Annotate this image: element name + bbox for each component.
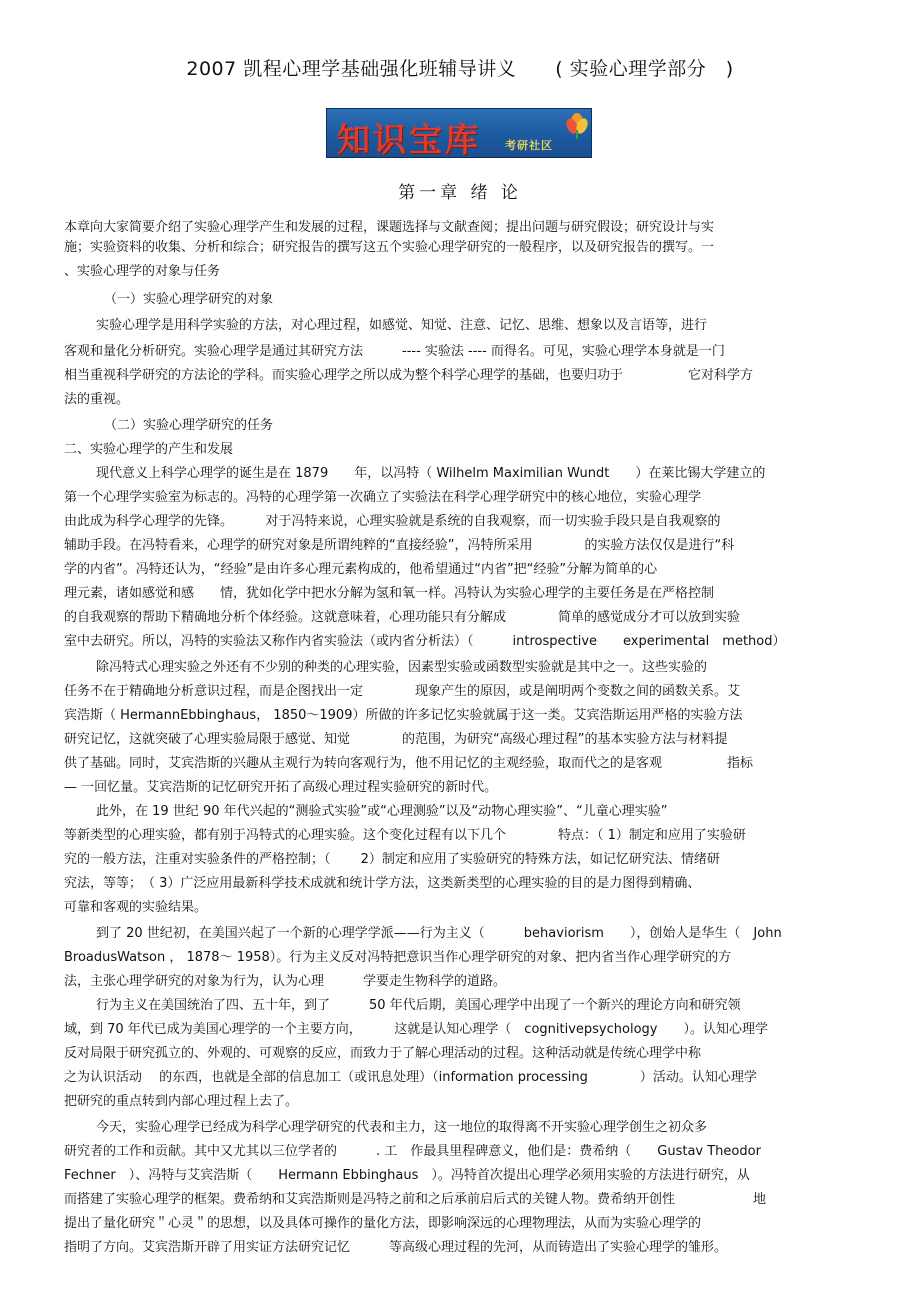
text-line: 法的重视。: [64, 392, 130, 407]
logo-sub-text: 考研社区: [505, 139, 553, 152]
text-line: Fechner ）、冯特与艾宾浩斯（ Hermann Ebbinghaus ）。冯特首次提出心理学必须用实验的方法进行研究，从: [64, 1168, 750, 1183]
text-line: 等新类型的心理实验，都有别于冯特式的心理实验。这个变化过程有以下几个 特点：（ 1）制定和应用了实验研: [64, 828, 746, 843]
text-line: 域，到 70 年代已成为美国心理学的一个主要方向， 这就是认知心理学（ cognitivepsychology ）。认知心理学: [64, 1022, 768, 1037]
text-line: 把研究的重点转到内部心理过程上去了。: [64, 1094, 299, 1109]
text-line: 宾浩斯（ HermannEbbinghaus， 1850～1909）所做的许多记忆实验就属于这一类。艾宾浩斯运用严格的实验方法: [64, 708, 743, 723]
text-line: 辅助手段。在冯特看来，心理学的研究对象是所谓纯粹的“直接经验”，冯特所采用 的实验方法仅仅是进行“科: [64, 538, 735, 553]
text-line: 今天，实验心理学已经成为科学心理学研究的代表和主力，这一地位的取得离不开实验心理学创生之初众多: [96, 1120, 708, 1135]
text-line: 法，主张心理学研究的对象为行为，认为心理 学要走生物科学的道路。: [64, 974, 507, 989]
text-line: 二、实验心理学的产生和发展: [64, 442, 234, 457]
chapter-title: 第一章 绪 论: [398, 183, 522, 203]
text-line: — 一回忆量。艾宾浩斯的记忆研究开拓了高级心理过程实验研究的新时代。: [64, 780, 498, 795]
text-line: 除冯特式心理实验之外还有不少别的种类的心理实验，因素型实验或函数型实验就是其中之一。这些实验的: [96, 660, 708, 675]
text-line: 之为认识活动 的东西，也就是全部的信息加工（或讯息处理）（information processing ）活动。认知心理学: [64, 1070, 757, 1085]
text-line: 学的内省”。冯特还认为，“经验”是由许多心理元素构成的，他希望通过“内省”把“经验”分解为简单的心: [64, 562, 658, 577]
document-title: 2007 凯程心理学基础强化班辅导讲义 ( 实验心理学部分 ): [186, 58, 734, 80]
text-line: 到了 20 世纪初，在美国兴起了一个新的心理学学派——行为主义（ behaviorism ），创始人是华生（ John: [96, 926, 782, 941]
text-line: 研究记忆，这就突破了心理实验局限于感觉、知觉 的范围，为研究“高级心理过程”的基本实验方法与材料提: [64, 732, 728, 747]
text-line: 究的一般方法，注重对实验条件的严格控制；（ 2）制定和应用了实验研究的特殊方法，如记忆研究法、情绪研: [64, 852, 720, 867]
text-line: 由此成为科学心理学的先锋。 对于冯特来说，心理实验就是系统的自我观察，而一切实验手段只是自我观察的: [64, 514, 721, 529]
text-line: 而搭建了实验心理学的框架。费希纳和艾宾浩斯则是冯特之前和之后承前启后式的关键人物。费希纳开创性 地: [64, 1192, 767, 1207]
text-line: （二）实验心理学研究的任务: [104, 418, 274, 433]
text-line: （一）实验心理学研究的对象: [104, 292, 274, 307]
text-line: 室中去研究。所以，冯特的实验法又称作内省实验法（或内省分析法）（ introspective experimental method）: [64, 634, 786, 649]
text-line: 现代意义上科学心理学的诞生是在 1879 年，以冯特（ Wilhelm Maximilian Wundt ）在莱比锡大学建立的: [96, 466, 766, 481]
text-line: 此外，在 19 世纪 90 年代兴起的“测验式实验”或“心理测验”以及“动物心理实验”、“儿童心理实验”: [96, 804, 668, 819]
text-line: 指明了方向。艾宾浩斯开辟了用实证方法研究记忆 等高级心理过程的先河，从而铸造出了实验心理学的雏形。: [64, 1240, 728, 1255]
text-line: 实验心理学是用科学实验的方法，对心理过程，如感觉、知觉、注意、记忆、思维、想象以及言语等，进行: [96, 318, 708, 333]
flower-icon: [563, 112, 591, 140]
text-line: 相当重视科学研究的方法论的学科。而实验心理学之所以成为整个科学心理学的基础，也要归功于 它对科学方: [64, 368, 754, 383]
text-line: 提出了量化研究＂心灵＂的思想，以及具体可操作的量化方法，即影响深远的心理物理法，从而为实验心理学的: [64, 1216, 702, 1231]
text-line: 反对局限于研究孤立的、外观的、可观察的反应，而致力于了解心理活动的过程。这种活动就是传统心理学中称: [64, 1046, 702, 1061]
text-line: BroadusWatson ， 1878～ 1958）。行为主义反对冯特把意识当作心理学研究的对象、把内省当作心理学研究的方: [64, 950, 732, 965]
text-line: 任务不在于精确地分析意识过程，而是企图找出一定 现象产生的原因，或是阐明两个变数之间的函数关系。艾: [64, 684, 741, 699]
text-line: 第一个心理学实验室为标志的。冯特的心理学第一次确立了实验法在科学心理学研究中的核心地位，实验心理学: [64, 490, 702, 505]
text-line: 理元素，诸如感觉和感 情，犹如化学中把水分解为氢和氧一样。冯特认为实验心理学的主要任务是在严格控制: [64, 586, 715, 601]
text-line: 的自我观察的帮助下精确地分析个体经验。这就意味着，心理功能只有分解成 简单的感觉成分才可以放到实验: [64, 610, 741, 625]
text-line: 本章向大家简要介绍了实验心理学产生和发展的过程，课题选择与文献查阅；提出问题与研究假设；研究设计与实: [64, 220, 715, 235]
logo-banner: [326, 108, 592, 158]
text-line: 、实验心理学的对象与任务: [64, 264, 221, 279]
text-line: 行为主义在美国统治了四、五十年，到了 50 年代后期，美国心理学中出现了一个新兴的理论方向和研究领: [96, 998, 741, 1013]
text-line: 客观和量化分析研究。实验心理学是通过其研究方法 ---- 实验法 ---- 而得名。可见，实验心理学本身就是一门: [64, 344, 725, 359]
text-line: 施；实验资料的收集、分析和综合；研究报告的撰写这五个实验心理学研究的一般程序，以及研究报告的撰写。一: [64, 240, 715, 255]
logo-main-text: 知识宝库: [337, 120, 481, 158]
text-line: 可靠和客观的实验结果。: [64, 900, 208, 915]
text-line: 究法，等等； （ 3）广泛应用最新科学技术成就和统计学方法，这类新类型的心理实验的目的是力图得到精确、: [64, 876, 701, 891]
text-line: 研究者的工作和贡献。其中又尤其以三位学者的 . 工 作最具里程碑意义，他们是：费希纳（ Gustav Theodor: [64, 1144, 761, 1159]
text-line: 供了基础。同时，艾宾浩斯的兴趣从主观行为转向客观行为，他不用记忆的主观经验，取而代之的是客观 指标: [64, 756, 754, 771]
